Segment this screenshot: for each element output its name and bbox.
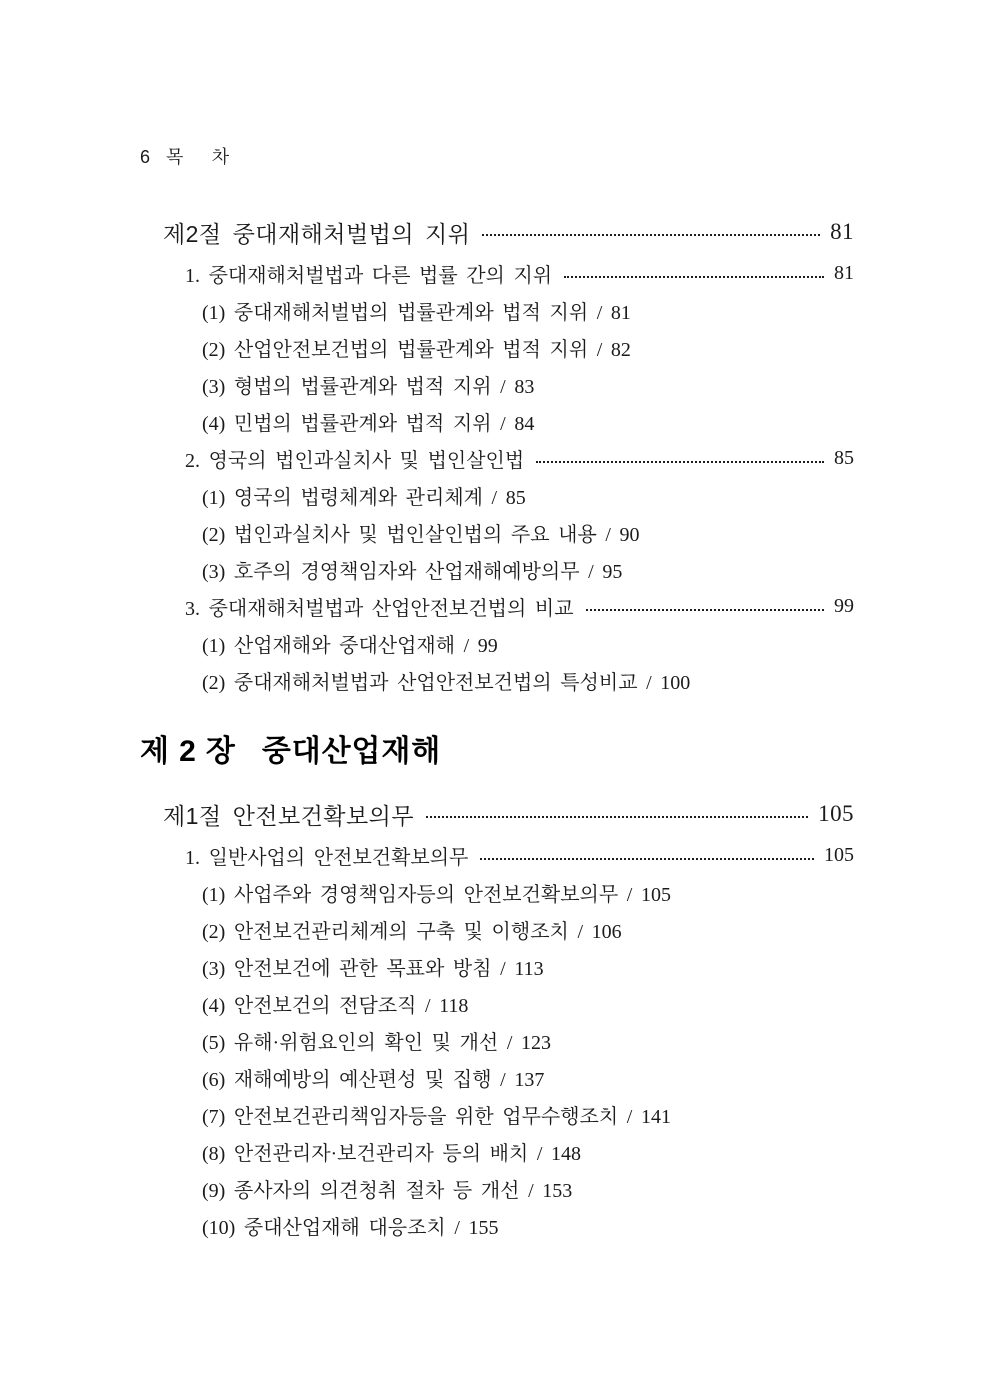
toc-subitem <box>140 292 854 329</box>
toc-subitem-text: (4) 민법의 법률관계와 법적 지위 / 84 <box>202 413 535 435</box>
dot-leader <box>586 609 824 611</box>
toc-subitem-text: (2) 중대재해처벌법과 산업안전보건법의 특성비교 / 100 <box>202 672 691 694</box>
toc-subitem <box>140 551 854 588</box>
toc-item-label: 2. 영국의 법인과실치사 및 법인살인법 <box>185 450 525 472</box>
toc-section-heading <box>140 209 854 255</box>
chapter-title: 중대산업재해 <box>261 735 442 768</box>
toc-subitem <box>140 329 854 366</box>
toc-page-number: 99 <box>834 595 854 617</box>
toc-subitem-text: (1) 산업재해와 중대산업재해 / 99 <box>202 635 498 657</box>
toc-subitem-text: (3) 형법의 법률관계와 법적 지위 / 83 <box>202 376 535 398</box>
toc-subitem <box>140 1022 854 1059</box>
folio-number: 6 <box>140 147 151 167</box>
toc-subitem <box>140 514 854 551</box>
toc-page-number: 81 <box>830 219 854 244</box>
toc-subitem-text: (3) 호주의 경영책임자와 산업재해예방의무 / 95 <box>202 561 623 583</box>
toc-section-title: 제2절 중대재해처벌법의 지위 <box>163 220 471 247</box>
toc-subitem-text: (2) 산업안전보건법의 법률관계와 법적 지위 / 82 <box>202 339 631 361</box>
toc-block-a <box>140 209 854 699</box>
toc-subitem <box>140 366 854 403</box>
toc-subitem <box>140 625 854 662</box>
toc-subitem-text: (2) 법인과실치사 및 법인살인법의 주요 내용 / 90 <box>202 524 640 546</box>
toc-subitem <box>140 911 854 948</box>
dot-leader <box>426 816 808 818</box>
toc-subitem <box>140 1133 854 1170</box>
toc-page-number: 81 <box>834 262 854 284</box>
toc-subitem-text: (6) 재해예방의 예산편성 및 집행 / 137 <box>202 1069 545 1091</box>
toc-item-label: 3. 중대재해처벌법과 산업안전보건법의 비교 <box>185 598 574 620</box>
toc-subitem-text: (5) 유해·위험요인의 확인 및 개선 / 123 <box>202 1032 551 1054</box>
toc-subitem <box>140 662 854 699</box>
dot-leader <box>536 461 824 463</box>
toc-page-number: 105 <box>818 801 854 826</box>
toc-subitem <box>140 1096 854 1133</box>
dot-leader <box>480 858 814 860</box>
toc-subitem-text: (10) 중대산업재해 대응조치 / 155 <box>202 1217 499 1239</box>
toc-subitem-text: (1) 중대재해처벌법의 법률관계와 법적 지위 / 81 <box>202 302 631 324</box>
toc-subitem-text: (1) 사업주와 경영책임자등의 안전보건확보의무 / 105 <box>202 884 671 906</box>
toc-subitem <box>140 948 854 985</box>
toc-item <box>140 588 854 625</box>
toc-section-title: 제1절 안전보건확보의무 <box>163 802 415 829</box>
running-head-title: 목 차 <box>166 147 241 167</box>
toc-item <box>140 255 854 292</box>
chapter-number: 제 2 장 <box>140 735 236 768</box>
toc-subitem-text: (3) 안전보건에 관한 목표와 방침 / 113 <box>202 958 544 980</box>
toc-page-number: 105 <box>824 844 854 866</box>
running-head <box>140 143 241 169</box>
toc-subitem-text: (7) 안전보건관리책임자등을 위한 업무수행조치 / 141 <box>202 1106 671 1128</box>
chapter-heading <box>140 726 854 768</box>
toc-subitem <box>140 874 854 911</box>
toc-subitem-text: (2) 안전보건관리체계의 구축 및 이행조치 / 106 <box>202 921 622 943</box>
toc-item-label: 1. 일반사업의 안전보건확보의무 <box>185 847 469 869</box>
toc-subitem <box>140 1170 854 1207</box>
toc-subitem <box>140 477 854 514</box>
toc-subitem-text: (9) 종사자의 의견청취 절차 등 개선 / 153 <box>202 1180 573 1202</box>
toc-subitem-text: (8) 안전관리자·보건관리자 등의 배치 / 148 <box>202 1143 582 1165</box>
toc-block-b <box>140 791 854 1244</box>
toc-subitem <box>140 1059 854 1096</box>
toc-subitem-text: (1) 영국의 법령체계와 관리체계 / 85 <box>202 487 526 509</box>
toc-subitem <box>140 403 854 440</box>
toc-page-number: 85 <box>834 447 854 469</box>
toc-section-heading <box>140 791 854 837</box>
toc-subitem-text: (4) 안전보건의 전담조직 / 118 <box>202 995 469 1017</box>
toc-item-label: 1. 중대재해처벌법과 다른 법률 간의 지위 <box>185 265 553 287</box>
toc-subitem <box>140 1207 854 1244</box>
toc-subitem <box>140 985 854 1022</box>
toc-item <box>140 837 854 874</box>
toc-item <box>140 440 854 477</box>
dot-leader <box>482 234 820 236</box>
dot-leader <box>564 276 824 278</box>
